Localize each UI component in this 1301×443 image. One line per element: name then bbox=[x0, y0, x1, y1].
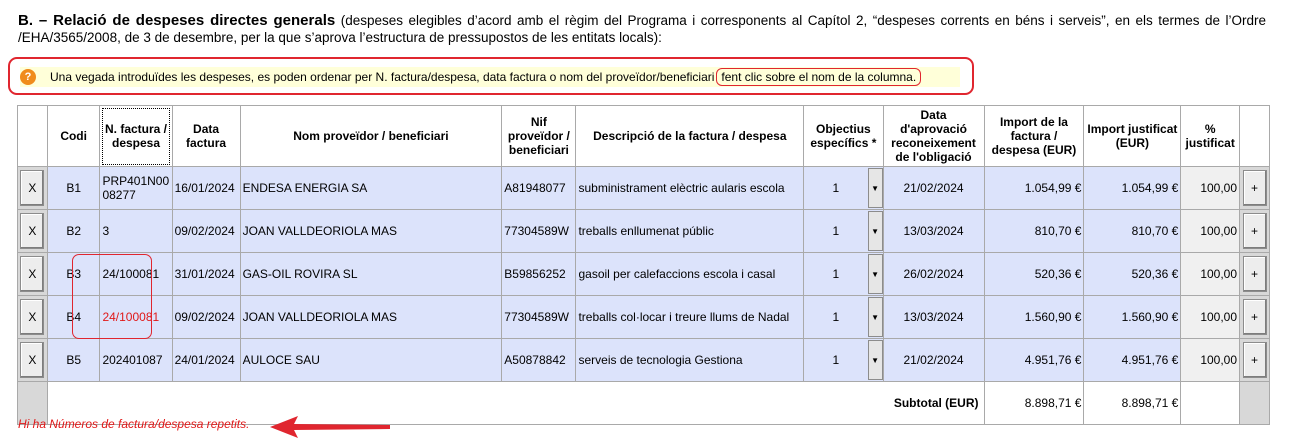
percent-cell: 100,00 bbox=[1181, 210, 1240, 253]
header-gutter bbox=[18, 106, 48, 167]
nif-input[interactable]: 77304589W bbox=[502, 210, 576, 253]
justificat-input[interactable]: 1.560,90 € bbox=[1084, 296, 1181, 339]
delete-cell bbox=[18, 339, 48, 382]
descripcio-input[interactable]: gasoil per calefaccions escola i casal bbox=[576, 253, 804, 296]
factura-input[interactable]: PRP401N0008277 bbox=[100, 167, 172, 210]
objectiu-select[interactable] bbox=[804, 296, 883, 339]
add-cell bbox=[1240, 253, 1270, 296]
factura-input[interactable]: 24/100081 bbox=[100, 253, 172, 296]
dropdown-arrow-icon[interactable]: ▼ bbox=[868, 254, 883, 294]
percent-cell: 100,00 bbox=[1181, 296, 1240, 339]
add-cell bbox=[1240, 167, 1270, 210]
table-row bbox=[18, 339, 1270, 382]
table-row bbox=[18, 167, 1270, 210]
header-import: Import de la factura / despesa (EUR) bbox=[984, 106, 1084, 167]
delete-cell bbox=[18, 210, 48, 253]
codi-cell: B4 bbox=[47, 296, 100, 339]
import-input[interactable]: 4.951,76 € bbox=[984, 339, 1084, 382]
factura-input[interactable]: 3 bbox=[100, 210, 172, 253]
data-aprovacio-input[interactable]: 21/02/2024 bbox=[883, 339, 984, 382]
dropdown-arrow-icon[interactable]: ▼ bbox=[868, 340, 883, 380]
objectiu-value: 1 bbox=[832, 353, 840, 367]
delete-row-button[interactable]: X bbox=[20, 170, 44, 206]
warning-arrow-icon bbox=[268, 414, 394, 440]
header-descripcio: Descripció de la factura / despesa bbox=[576, 106, 804, 167]
header-percent: % justificat bbox=[1181, 106, 1240, 167]
header-nif: Nif proveïdor / beneficiari bbox=[502, 106, 576, 167]
data-factura-input[interactable]: 24/01/2024 bbox=[172, 339, 240, 382]
section-intro bbox=[18, 12, 1266, 46]
add-cell bbox=[1240, 339, 1270, 382]
descripcio-input[interactable]: treballs col·locar i treure llums de Nadal bbox=[576, 296, 804, 339]
nif-input[interactable]: A50878842 bbox=[502, 339, 576, 382]
delete-cell bbox=[18, 167, 48, 210]
table-row bbox=[18, 253, 1270, 296]
delete-row-button[interactable]: X bbox=[20, 213, 44, 249]
data-aprovacio-input[interactable]: 13/03/2024 bbox=[883, 210, 984, 253]
header-justificat: Import justificat (EUR) bbox=[1084, 106, 1181, 167]
descripcio-input[interactable]: serveis de tecnologia Gestiona bbox=[576, 339, 804, 382]
percent-cell: 100,00 bbox=[1181, 253, 1240, 296]
data-factura-input[interactable]: 09/02/2024 bbox=[172, 210, 240, 253]
percent-cell: 100,00 bbox=[1181, 339, 1240, 382]
table-row bbox=[18, 296, 1270, 339]
section-description: (despeses elegibles d’acord amb el règim del Programa i corresponents al Capítol 2, “despeses corrents en béns i serveis”, en els termes de l’Ordre /EHA/3565/2008, de 3 de desembre, per la que s’aprova l’estructura de pressupostos de les entitats locals): bbox=[18, 13, 1266, 45]
header-codi: Codi bbox=[47, 106, 100, 167]
import-input[interactable]: 1.054,99 € bbox=[984, 167, 1084, 210]
add-cell bbox=[1240, 210, 1270, 253]
data-aprovacio-input[interactable]: 21/02/2024 bbox=[883, 167, 984, 210]
factura-input[interactable]: 24/100081 bbox=[100, 296, 172, 339]
data-factura-input[interactable]: 09/02/2024 bbox=[172, 296, 240, 339]
subtotal-empty bbox=[1181, 382, 1240, 425]
table-header bbox=[18, 106, 1270, 167]
objectiu-value: 1 bbox=[832, 310, 840, 324]
add-row-button[interactable]: + bbox=[1243, 342, 1267, 378]
proveidor-input[interactable]: ENDESA ENERGIA SA bbox=[240, 167, 502, 210]
import-input[interactable]: 810,70 € bbox=[984, 210, 1084, 253]
info-text: Una vegada introduïdes les despeses, es poden ordenar per N. factura/despesa, data factura o nom del proveïdor/beneficiari bbox=[50, 70, 715, 84]
add-row-button[interactable]: + bbox=[1243, 170, 1267, 206]
nif-input[interactable]: A81948077 bbox=[502, 167, 576, 210]
duplicate-invoice-highlight bbox=[72, 254, 152, 339]
add-row-button[interactable]: + bbox=[1243, 213, 1267, 249]
data-aprovacio-input[interactable]: 26/02/2024 bbox=[883, 253, 984, 296]
footer-gutter-right bbox=[1240, 382, 1270, 425]
add-row-button[interactable]: + bbox=[1243, 256, 1267, 292]
delete-cell bbox=[18, 253, 48, 296]
header-objectius: Objectius específics * bbox=[804, 106, 883, 167]
delete-row-button[interactable]: X bbox=[20, 342, 44, 378]
nif-input[interactable]: B59856252 bbox=[502, 253, 576, 296]
factura-input[interactable]: 202401087 bbox=[100, 339, 172, 382]
nif-input[interactable]: 77304589W bbox=[502, 296, 576, 339]
dropdown-arrow-icon[interactable]: ▼ bbox=[868, 211, 883, 251]
delete-row-button[interactable]: X bbox=[20, 256, 44, 292]
justificat-input[interactable]: 1.054,99 € bbox=[1084, 167, 1181, 210]
header-data-factura-sort[interactable]: Data factura bbox=[172, 106, 240, 167]
proveidor-input[interactable]: JOAN VALLDEORIOLA MAS bbox=[240, 210, 502, 253]
objectiu-select[interactable] bbox=[804, 253, 883, 296]
data-factura-input[interactable]: 16/01/2024 bbox=[172, 167, 240, 210]
objectiu-value: 1 bbox=[832, 181, 840, 195]
delete-cell bbox=[18, 296, 48, 339]
header-factura-sort[interactable]: N. factura / despesa bbox=[100, 106, 172, 167]
objectiu-select[interactable] bbox=[804, 339, 883, 382]
header-proveidor-sort[interactable]: Nom proveïdor / beneficiari bbox=[240, 106, 502, 167]
info-annotation-box bbox=[8, 57, 974, 95]
codi-cell: B5 bbox=[47, 339, 100, 382]
data-aprovacio-input[interactable]: 13/03/2024 bbox=[883, 296, 984, 339]
subtotal-import: 8.898,71 € bbox=[984, 382, 1084, 425]
import-input[interactable]: 1.560,90 € bbox=[984, 296, 1084, 339]
proveidor-input[interactable]: GAS-OIL ROVIRA SL bbox=[240, 253, 502, 296]
percent-cell: 100,00 bbox=[1181, 167, 1240, 210]
codi-cell: B2 bbox=[47, 210, 100, 253]
import-input[interactable]: 520,36 € bbox=[984, 253, 1084, 296]
justificat-input[interactable]: 810,70 € bbox=[1084, 210, 1181, 253]
duplicate-warning: Hi ha Números de factura/despesa repetits. bbox=[18, 417, 250, 431]
justificat-input[interactable]: 4.951,76 € bbox=[1084, 339, 1181, 382]
section-heading: B. – Relació de despeses directes generals bbox=[18, 12, 336, 29]
proveidor-input[interactable]: JOAN VALLDEORIOLA MAS bbox=[240, 296, 502, 339]
dropdown-arrow-icon[interactable]: ▼ bbox=[868, 168, 883, 208]
objectiu-select[interactable] bbox=[804, 210, 883, 253]
descripcio-input[interactable]: subministrament elèctric aularis escola bbox=[576, 167, 804, 210]
descripcio-input[interactable]: treballs enllumenat públic bbox=[576, 210, 804, 253]
dropdown-arrow-icon[interactable]: ▼ bbox=[868, 297, 883, 337]
proveidor-input[interactable]: AULOCE SAU bbox=[240, 339, 502, 382]
codi-cell: B1 bbox=[47, 167, 100, 210]
subtotal-label: Subtotal (EUR) bbox=[47, 382, 984, 425]
header-gutter-right bbox=[1240, 106, 1270, 167]
objectiu-value: 1 bbox=[832, 267, 840, 281]
table-row bbox=[18, 210, 1270, 253]
objectiu-select[interactable] bbox=[804, 167, 883, 210]
header-data-aprovacio: Data d'aprovació reconeixement de l'obligació bbox=[883, 106, 984, 167]
justificat-input[interactable]: 520,36 € bbox=[1084, 253, 1181, 296]
info-highlight: fent clic sobre el nom de la columna. bbox=[716, 68, 921, 86]
expenses-table bbox=[17, 105, 1270, 425]
info-banner bbox=[20, 67, 960, 87]
subtotal-justificat: 8.898,71 € bbox=[1084, 382, 1181, 425]
codi-cell: B3 bbox=[47, 253, 100, 296]
add-cell bbox=[1240, 296, 1270, 339]
question-icon: ? bbox=[20, 69, 36, 85]
data-factura-input[interactable]: 31/01/2024 bbox=[172, 253, 240, 296]
add-row-button[interactable]: + bbox=[1243, 299, 1267, 335]
delete-row-button[interactable]: X bbox=[20, 299, 44, 335]
objectiu-value: 1 bbox=[832, 224, 840, 238]
